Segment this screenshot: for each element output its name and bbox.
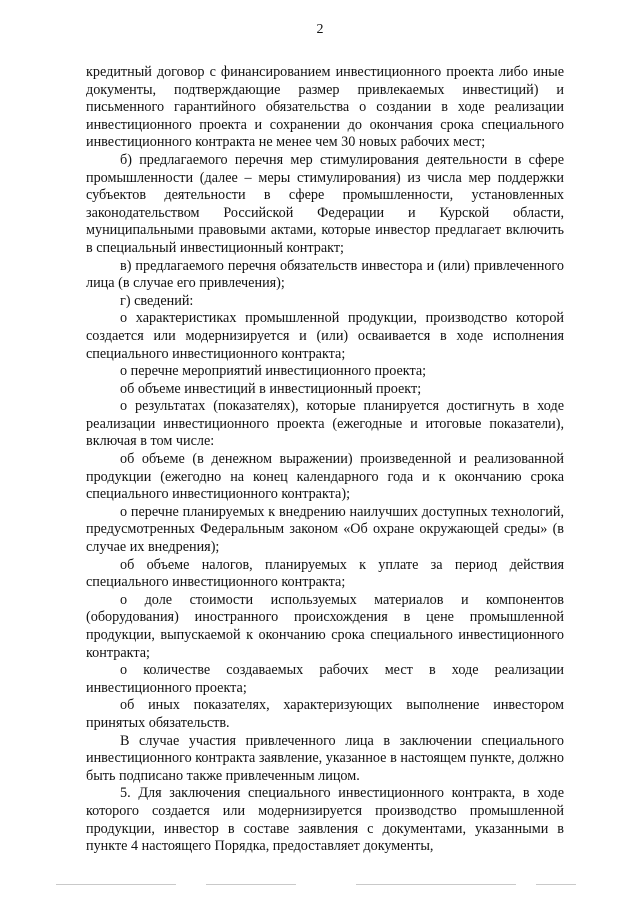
paragraph-6: о перечне мероприятий инвестиционного проекта;	[120, 363, 427, 380]
scan-line	[356, 884, 516, 885]
paragraph-8: о результатах (показателях), которые планируется достигнуть в ходе реализации инвестиционного проекта (ежегодные и итоговые показатели), включая в том числе:	[86, 398, 564, 450]
paragraph-7: об объеме инвестиций в инвестиционный проект;	[120, 380, 422, 397]
page-number: 2	[316, 22, 324, 37]
paragraph-13: о количестве создаваемых рабочих мест в ходе реализации инвестиционного проекта;	[86, 662, 564, 696]
paragraph-4: г) сведений:	[120, 292, 194, 309]
paragraph-5: о характеристиках промышленной продукции, производство которой создается или модернизируется и (или) осваивается в ходе исполнения специального инвестиционного контракта;	[86, 310, 564, 362]
paragraph-14: об иных показателях, характеризующих выполнение инвестором принятых обязательств.	[86, 697, 564, 731]
scan-line	[536, 884, 576, 885]
paragraph-15: В случае участия привлеченного лица в заключении специального инвестиционного контракта заявление, указанное в настоящем пункте, должно быть подписано также привлеченным лицом.	[86, 732, 564, 784]
scan-edge-lines	[56, 882, 576, 888]
paragraph-9: об объеме (в денежном выражении) произведенной и реализованной продукции (ежегодно на конец календарного года и к окончанию срока специального инвестиционного контракта);	[86, 451, 564, 503]
paragraph-16: 5. Для заключения специального инвестиционного контракта, в ходе которого создается или модернизируется производство промышленной продукции, инвестор в составе заявления с документами, указанными в пункте 4 настоящего Порядка, предоставляет документы,	[86, 785, 564, 855]
document-body	[86, 64, 564, 856]
paragraph-10: о перечне планируемых к внедрению наилучших доступных технологий, предусмотренных Федеральным законом «Об охране окружающей среды» (в случае их внедрения);	[86, 503, 564, 556]
paragraph-12: о доле стоимости используемых материалов и компонентов (оборудования) иностранного происхождения в цене промышленной продукции, выпускаемой к окончанию срока специального инвестиционного контракта;	[86, 591, 564, 661]
paragraph-2: б) предлагаемого перечня мер стимулирования деятельности в сфере промышленности (далее – меры стимулирования) из числа мер поддержки субъектов деятельности в сфере промышленности, установленных законодательством Российской Федерации и Курской области, муниципальными правовыми актами, которые инвестор предлагает включить в специальный инвестиционный контракт;	[86, 151, 564, 256]
paragraph-11: об объеме налогов, планируемых к уплате за период действия специального инвестиционного контракта;	[86, 556, 564, 591]
paragraph-1: кредитный договор с финансированием инвестиционного проекта либо иные документы, подтверждающие размер привлекаемых инвестиций) и письменного гарантийного обязательства о создании в ходе реализации инвестиционного проекта и сохранении до окончания срока специального инвестиционного контракта не менее чем 30 новых рабочих мест;	[86, 64, 564, 151]
paragraph-3: в) предлагаемого перечня обязательств инвестора и (или) привлеченного лица (в случае его привлечения);	[86, 257, 564, 292]
scan-line	[206, 884, 296, 885]
scan-line	[56, 884, 176, 885]
